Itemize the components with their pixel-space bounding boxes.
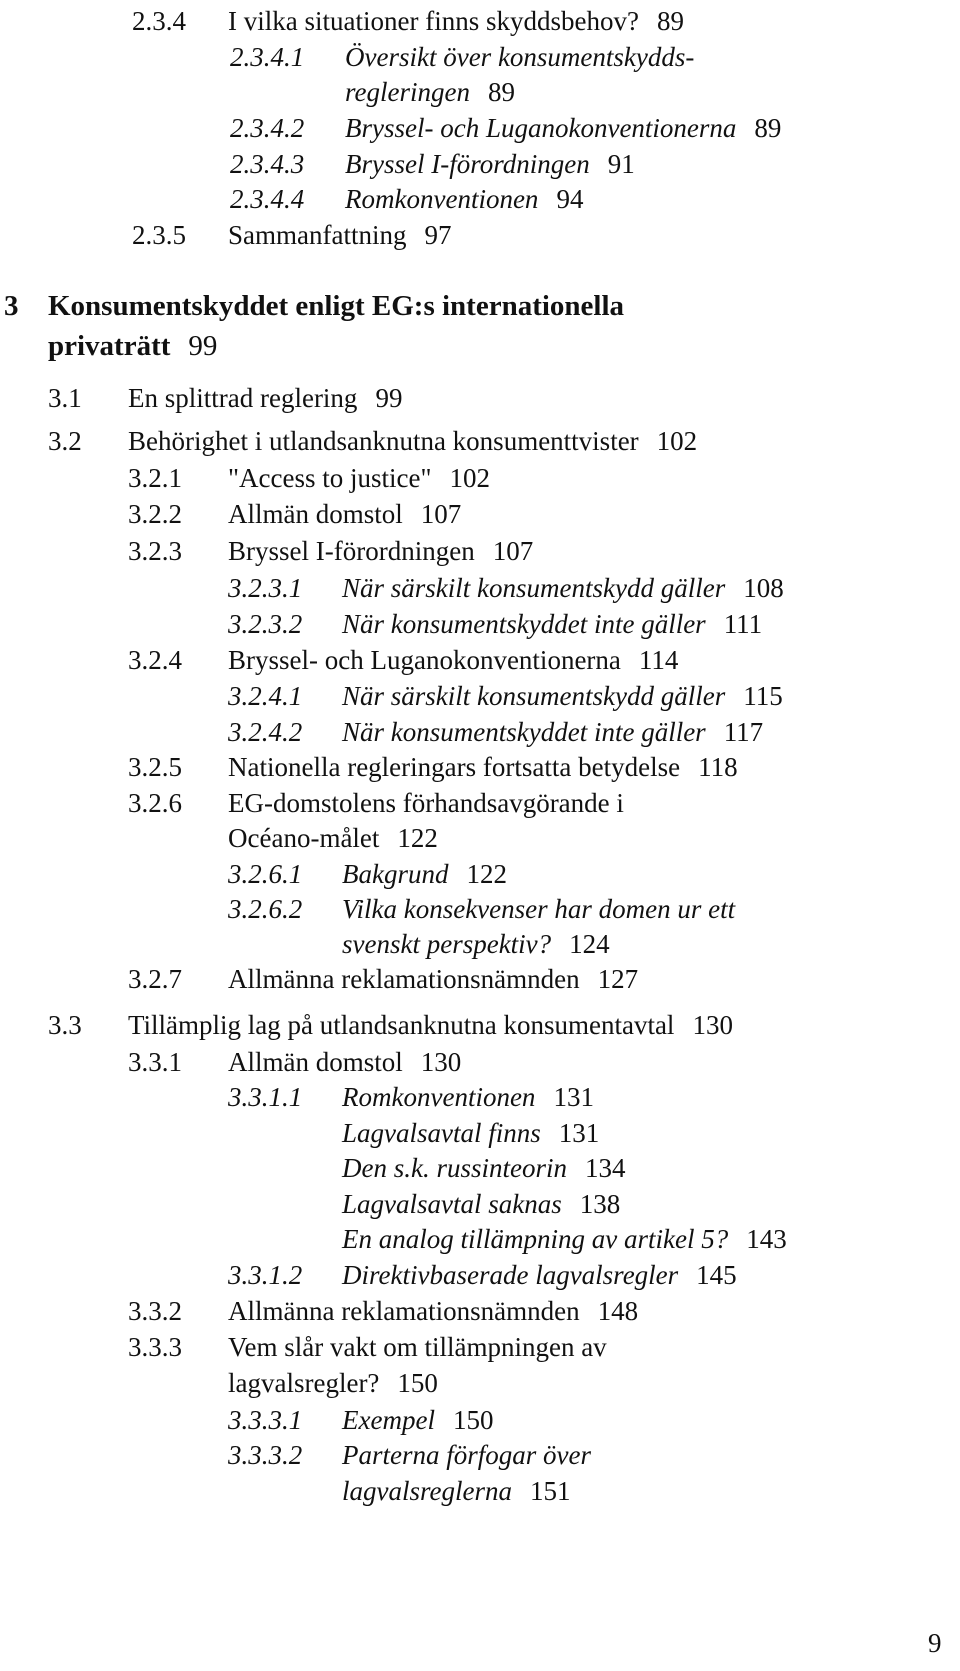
toc-entry-number: 3.2.3.2: [228, 609, 303, 639]
toc-entry-page: 107: [420, 499, 462, 529]
toc-entry-title: När särskilt konsumentskydd gäller: [342, 681, 726, 711]
toc-entry-title: En splittrad reglering: [128, 383, 358, 413]
toc-entry-number: 3.3.1.1: [228, 1082, 303, 1112]
toc-entry-page: 138: [579, 1189, 621, 1219]
toc-entry-page: 99: [375, 383, 403, 413]
toc-entry: [342, 892, 735, 926]
toc-entry: [342, 1080, 594, 1114]
toc-entry-number: 2.3.4.3: [230, 149, 305, 179]
toc-entry: [342, 571, 784, 605]
toc-entry-page: 124: [569, 929, 610, 959]
toc-entry: [128, 381, 402, 415]
toc-entry-number: 2.3.4.4: [230, 184, 305, 214]
toc-entry-page: 102: [449, 463, 490, 493]
toc-entry: [342, 1151, 626, 1185]
toc-entry: [342, 715, 763, 749]
toc-entry-number: 3.2.3: [128, 536, 182, 566]
toc-entry: [228, 1366, 438, 1400]
toc-entry-number: 2.3.4: [132, 6, 186, 36]
toc-entry: [342, 679, 783, 713]
toc-entry: [128, 424, 697, 458]
toc-entry-number: 3.3.1: [128, 1047, 182, 1077]
toc-entry: [345, 111, 781, 145]
toc-entry-title: Allmän domstol: [228, 499, 403, 529]
toc-entry-title: Allmänna reklamationsnämnden: [228, 964, 580, 994]
toc-entry-number: 3.3.1.2: [228, 1260, 303, 1290]
toc-entry-page: 145: [696, 1260, 737, 1290]
toc-entry: [345, 147, 635, 181]
toc-entry-number: 3.3.3: [128, 1332, 182, 1362]
toc-entry-page: 122: [466, 859, 507, 889]
toc-entry-page: 148: [597, 1296, 639, 1326]
toc-entry-page: 94: [556, 184, 584, 214]
toc-entry: [48, 329, 217, 363]
toc-entry-title: När särskilt konsumentskydd gäller: [342, 573, 726, 603]
toc-entry-number: 3.3.2: [128, 1296, 182, 1326]
toc-entry-number: 3.2.6.1: [228, 859, 303, 889]
toc-entry: [342, 857, 507, 891]
toc-entry-title: EG-domstolens förhandsavgörande i: [228, 788, 624, 818]
toc-entry-number: 3.2.3.1: [228, 573, 303, 603]
toc-entry: [228, 1294, 638, 1328]
toc-entry: [342, 1403, 493, 1437]
toc-entry-page: 99: [188, 330, 218, 362]
toc-entry-page: 122: [397, 823, 438, 853]
toc-entry-number: 3.2.2: [128, 499, 182, 529]
toc-entry-title: Lagvalsavtal finns: [342, 1118, 541, 1148]
toc-entry: [48, 289, 624, 323]
toc-entry-title: I vilka situationer finns skyddsbehov?: [228, 6, 639, 36]
toc-entry-title: Behörighet i utlandsanknutna konsumenttvister: [128, 426, 639, 456]
toc-entry-title: Bakgrund: [342, 859, 449, 889]
toc-entry: [128, 1008, 733, 1042]
toc-entry-title: Allmänna reklamationsnämnden: [228, 1296, 580, 1326]
toc-entry-title: Lagvalsavtal saknas: [342, 1189, 562, 1219]
toc-entry-title: Romkonventionen: [345, 184, 539, 214]
toc-entry: [345, 40, 694, 74]
toc-entry-page: 134: [585, 1153, 626, 1183]
toc-entry: [342, 1187, 620, 1221]
toc-entry-title: Exempel: [342, 1405, 435, 1435]
toc-entry-number: 3.2.1: [128, 463, 182, 493]
toc-entry-number: 3.2.7: [128, 964, 182, 994]
toc-entry-title: Konsumentskyddet enligt EG:s internationella: [48, 290, 625, 322]
toc-entry-number: 3.3.3.2: [228, 1440, 303, 1470]
toc-entry-title: Bryssel- och Luganokonventionerna: [345, 113, 737, 143]
toc-entry: [345, 75, 515, 109]
toc-entry-title: Sammanfattning: [228, 220, 407, 250]
toc-entry-page: 117: [723, 717, 764, 747]
toc-entry-page: 89: [487, 77, 515, 107]
page-number: 9: [928, 1628, 942, 1658]
toc-entry-page: 150: [452, 1405, 494, 1435]
toc-entry: [228, 750, 738, 784]
toc-entry: [228, 534, 533, 568]
toc-entry: [228, 1330, 607, 1364]
toc-entry-title: privaträtt: [48, 330, 171, 362]
toc-entry-page: 89: [656, 6, 684, 36]
toc-entry: [228, 821, 438, 855]
toc-entry-number: 3.2.4.1: [228, 681, 303, 711]
toc-entry-number: 2.3.4.1: [230, 42, 305, 72]
toc-entry-page: 114: [638, 645, 679, 675]
toc-entry-page: 115: [743, 681, 783, 711]
toc-entry-title: Océano-målet: [228, 823, 380, 853]
toc-entry: [228, 962, 638, 996]
toc-entry: [342, 927, 610, 961]
toc-entry-title: svenskt perspektiv?: [342, 929, 552, 959]
toc-entry-title: Tillämplig lag på utlandsanknutna konsumentavtal: [128, 1010, 675, 1040]
toc-entry: [342, 1258, 737, 1292]
toc-entry-title: Vem slår vakt om tillämpningen av: [228, 1332, 607, 1362]
toc-entry-title: Översikt över konsumentskydds-: [345, 42, 695, 72]
toc-entry-title: Allmän domstol: [228, 1047, 403, 1077]
toc-entry: [228, 218, 451, 252]
toc-entry: [342, 1474, 570, 1508]
toc-entry-title: Romkonventionen: [342, 1082, 536, 1112]
toc-entry-page: 130: [692, 1010, 733, 1040]
toc-entry-title: Direktivbaserade lagvalsregler: [342, 1260, 679, 1290]
toc-entry: [228, 461, 490, 495]
toc-entry: [342, 1222, 787, 1256]
toc-entry-number: 3.2.4: [128, 645, 182, 675]
toc-entry-title: lagvalsregler?: [228, 1368, 380, 1398]
toc-entry-page: 143: [746, 1224, 787, 1254]
toc-entry: [342, 1438, 591, 1472]
toc-entry-page: 89: [754, 113, 782, 143]
toc-entry-title: Nationella regleringars fortsatta betydelse: [228, 752, 681, 782]
toc-entry-title: Parterna förfogar över: [342, 1440, 591, 1470]
toc-entry-number: 3.2: [48, 426, 82, 456]
toc-entry-title: Bryssel I-förordningen: [345, 149, 590, 179]
toc-entry-title: Bryssel- och Luganokonventionerna: [228, 645, 621, 675]
toc-entry: [342, 1116, 599, 1150]
toc-entry-number: 3.2.6: [128, 788, 182, 818]
toc-entry-number: 2.3.5: [132, 220, 186, 250]
toc-entry-title: Bryssel I-förordningen: [228, 536, 475, 566]
toc-entry-number: 3.2.5: [128, 752, 182, 782]
toc-entry-page: 102: [656, 426, 698, 456]
toc-entry-number: 3.2.6.2: [228, 894, 303, 924]
toc-entry-page: 97: [424, 220, 452, 250]
toc-entry-title: När konsumentskyddet inte gäller: [342, 717, 706, 747]
toc-entry: [345, 182, 583, 216]
toc-entry-title: lagvalsreglerna: [342, 1476, 512, 1506]
toc-entry-page: 151: [529, 1476, 571, 1506]
toc-entry-page: 131: [558, 1118, 600, 1148]
toc-entry-page: 131: [553, 1082, 594, 1112]
toc-entry-number: 3.3.3.1: [228, 1405, 303, 1435]
toc-entry: [228, 4, 684, 38]
toc-entry-title: Vilka konsekvenser har domen ur ett: [342, 894, 736, 924]
toc-entry-title: "Access to justice": [228, 463, 432, 493]
toc-entry-page: 130: [420, 1047, 462, 1077]
toc-entry-number: 3: [4, 290, 19, 322]
toc-entry-title: När konsumentskyddet inte gäller: [342, 609, 706, 639]
toc-entry-number: 3.3: [48, 1010, 82, 1040]
toc-entry: [228, 1045, 461, 1079]
toc-entry-page: 118: [698, 752, 738, 782]
toc-entry-number: 3.2.4.2: [228, 717, 303, 747]
toc-entry-title: regleringen: [345, 77, 470, 107]
toc-entry-page: 111: [723, 609, 763, 639]
toc-entry-page: 150: [397, 1368, 438, 1398]
toc-entry: [228, 643, 678, 677]
toc-entry-title: Den s.k. russinteorin: [342, 1153, 567, 1183]
toc-entry-number: 2.3.4.2: [230, 113, 305, 143]
toc-entry-page: 91: [607, 149, 635, 179]
toc-entry-page: 107: [492, 536, 534, 566]
toc-entry: [228, 786, 624, 820]
toc-entry: [228, 497, 461, 531]
toc-entry-page: 108: [743, 573, 784, 603]
toc-entry: [342, 607, 762, 641]
toc-entry-page: 127: [597, 964, 639, 994]
toc-entry-number: 3.1: [48, 383, 82, 413]
toc-entry-title: En analog tillämpning av artikel 5?: [342, 1224, 729, 1254]
